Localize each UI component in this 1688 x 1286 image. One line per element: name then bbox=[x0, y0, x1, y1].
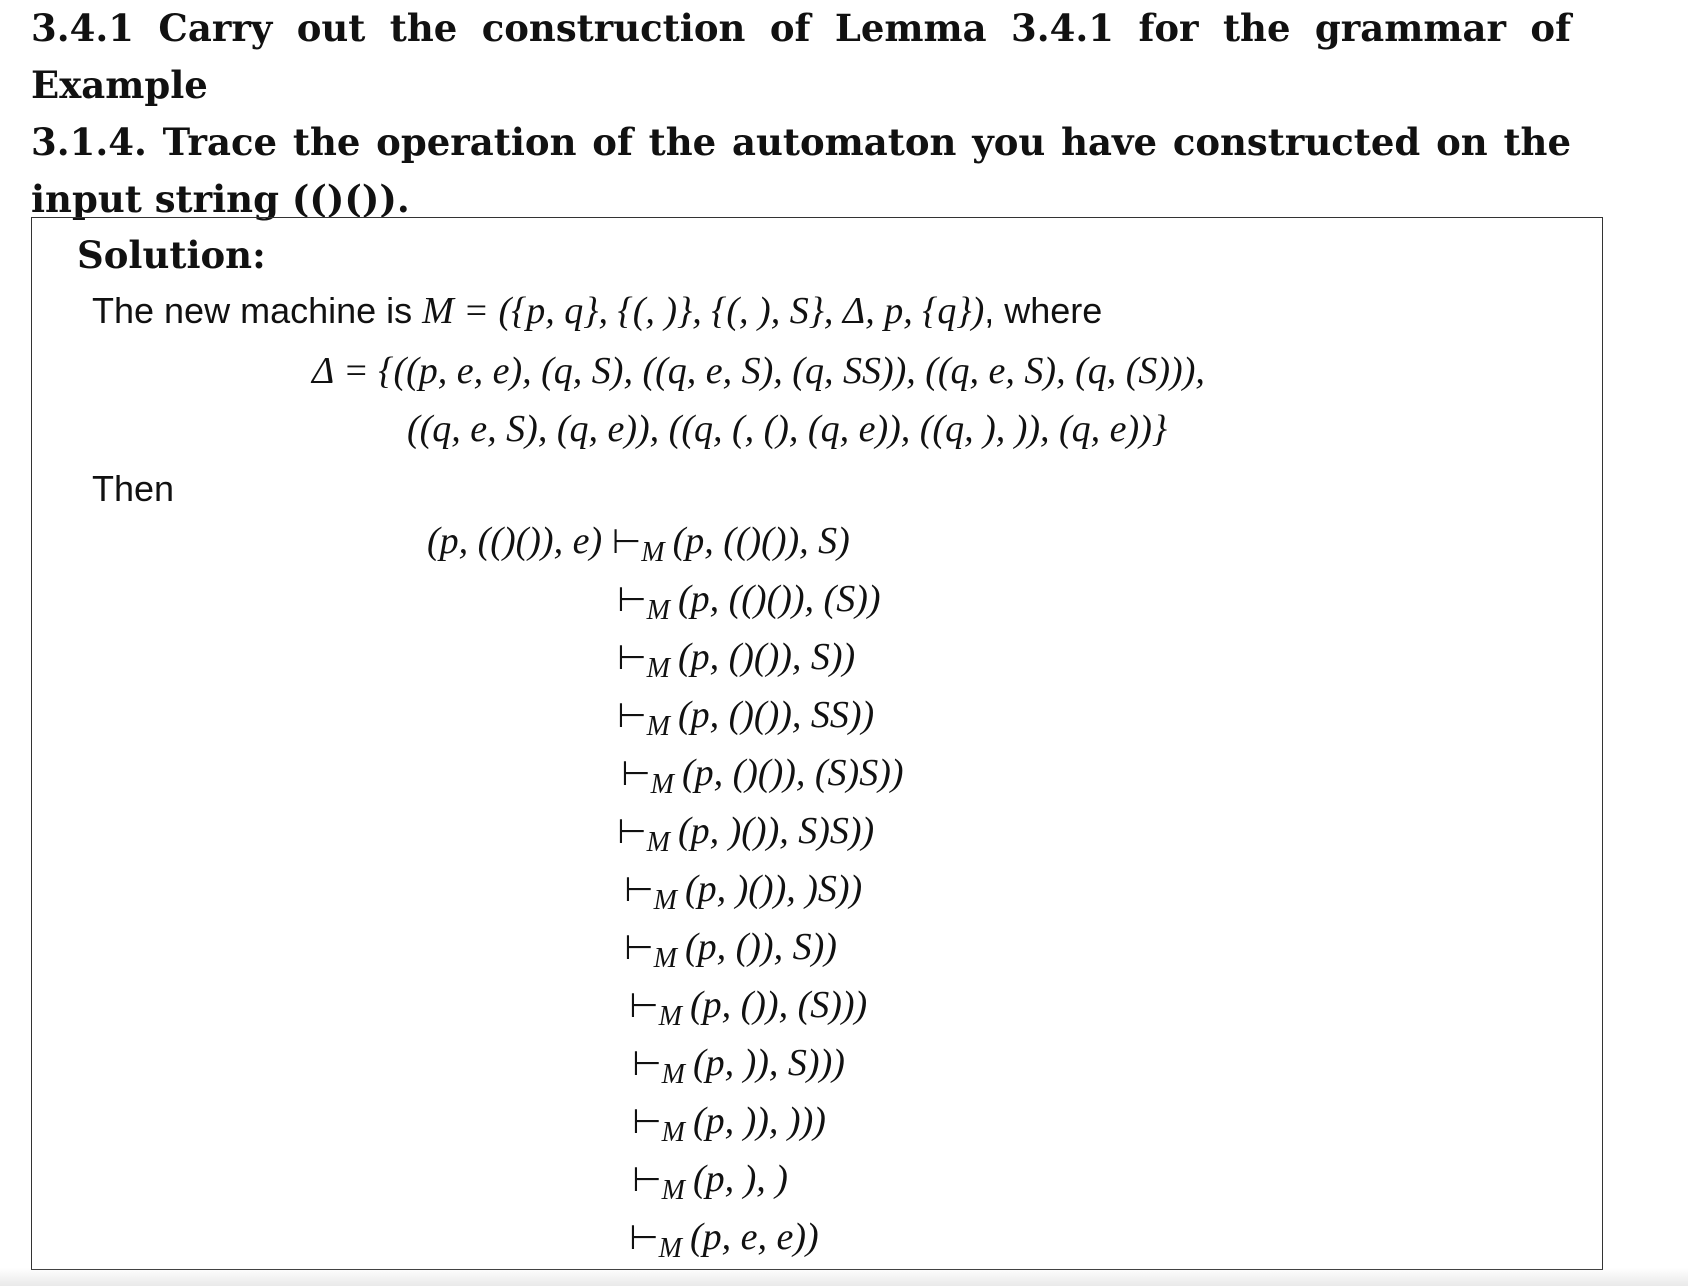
trace-config: (p, (()()), S) bbox=[672, 520, 850, 562]
trace-config: (p, )()), )S)) bbox=[684, 868, 863, 910]
turnstile-subscript: M bbox=[661, 1059, 685, 1090]
problem-line-1: 3.4.1 Carry out the construction of Lemma 3.4.1 for the grammar of Example bbox=[31, 6, 1571, 107]
machine-definition bbox=[92, 286, 1102, 344]
turnstile-subscript: M bbox=[646, 653, 670, 684]
solution-heading: Solution: bbox=[77, 233, 266, 277]
turnstile-subscript: M bbox=[641, 537, 665, 568]
trace-step-9 bbox=[632, 1034, 845, 1096]
trace-step-1 bbox=[617, 570, 881, 632]
trace-step-7 bbox=[624, 918, 837, 980]
intro-text: The new machine is bbox=[92, 290, 423, 331]
trace-config: (p, ()()), (S)S)) bbox=[681, 752, 904, 794]
trace-config: (p, ()()), S)) bbox=[677, 636, 856, 678]
solution-box bbox=[31, 217, 1603, 1270]
trace-config: (p, )()), S)S)) bbox=[677, 810, 875, 852]
turnstile-subscript: M bbox=[653, 885, 677, 916]
trace-config: (p, ()()), SS)) bbox=[677, 694, 875, 736]
turnstile-icon: ⊢ bbox=[624, 928, 654, 968]
turnstile-icon: ⊢ bbox=[632, 1044, 662, 1084]
trace-step-11 bbox=[632, 1150, 788, 1212]
trace-config: (p, )), ))) bbox=[692, 1100, 826, 1142]
turnstile-icon: ⊢ bbox=[629, 986, 659, 1026]
turnstile-icon: ⊢ bbox=[611, 522, 642, 562]
trace-config: (p, ), ) bbox=[692, 1158, 788, 1200]
turnstile-subscript: M bbox=[661, 1175, 685, 1206]
turnstile-subscript: M bbox=[658, 1001, 682, 1032]
turnstile-icon: ⊢ bbox=[624, 870, 654, 910]
then-label: Then bbox=[92, 468, 175, 509]
trace-step-0 bbox=[427, 512, 850, 574]
problem-line-2: 3.1.4. Trace the operation of the automaton you have constructed on the bbox=[31, 120, 1571, 164]
turnstile-icon: ⊢ bbox=[617, 638, 647, 678]
problem-line-3: input string (()()). bbox=[31, 177, 410, 221]
turnstile-subscript: M bbox=[646, 827, 670, 858]
turnstile-subscript: M bbox=[658, 1233, 682, 1264]
trace-config: (p, ()), S)) bbox=[684, 926, 837, 968]
turnstile-icon: ⊢ bbox=[621, 754, 651, 794]
trace-step-4 bbox=[621, 744, 904, 806]
turnstile-subscript: M bbox=[650, 769, 674, 800]
trace-config: (p, e, e)) bbox=[689, 1216, 819, 1258]
turnstile-subscript: M bbox=[646, 595, 670, 626]
trace-step-10 bbox=[632, 1092, 826, 1154]
delta-line-2: ((q, e, S), (q, e)), ((q, (, (), (q, e)), ((q, ), )), (q, e))} bbox=[407, 408, 1168, 450]
delta-line-1: Δ = {((p, e, e), (q, S), ((q, e, S), (q, SS)), ((q, e, S), (q, (S))), bbox=[312, 350, 1205, 392]
turnstile-icon: ⊢ bbox=[617, 812, 647, 852]
turnstile-subscript: M bbox=[653, 943, 677, 974]
trace-step-12 bbox=[629, 1208, 819, 1270]
turnstile-subscript: M bbox=[661, 1117, 685, 1148]
trace-step-2 bbox=[617, 628, 855, 690]
intro-suffix: , where bbox=[984, 290, 1103, 331]
trace-step-6 bbox=[624, 860, 862, 922]
problem-statement bbox=[31, 0, 1571, 228]
turnstile-icon: ⊢ bbox=[632, 1160, 662, 1200]
turnstile-icon: ⊢ bbox=[629, 1218, 659, 1258]
trace-start-config: (p, (()()), e) bbox=[427, 520, 603, 562]
trace-config: (p, )), S))) bbox=[692, 1042, 845, 1084]
bottom-edge-shadow bbox=[0, 1268, 1688, 1286]
trace-step-5 bbox=[617, 802, 874, 864]
turnstile-icon: ⊢ bbox=[617, 580, 647, 620]
trace-step-8 bbox=[629, 976, 867, 1038]
trace-config: (p, (()()), (S)) bbox=[677, 578, 881, 620]
turnstile-icon: ⊢ bbox=[632, 1102, 662, 1142]
trace-config: (p, ()), (S))) bbox=[689, 984, 868, 1026]
trace-step-3 bbox=[617, 686, 874, 748]
machine-tuple: M = ({p, q}, {(, )}, {(, ), S}, Δ, p, {q}) bbox=[422, 290, 985, 332]
turnstile-icon: ⊢ bbox=[617, 696, 647, 736]
turnstile-subscript: M bbox=[646, 711, 670, 742]
